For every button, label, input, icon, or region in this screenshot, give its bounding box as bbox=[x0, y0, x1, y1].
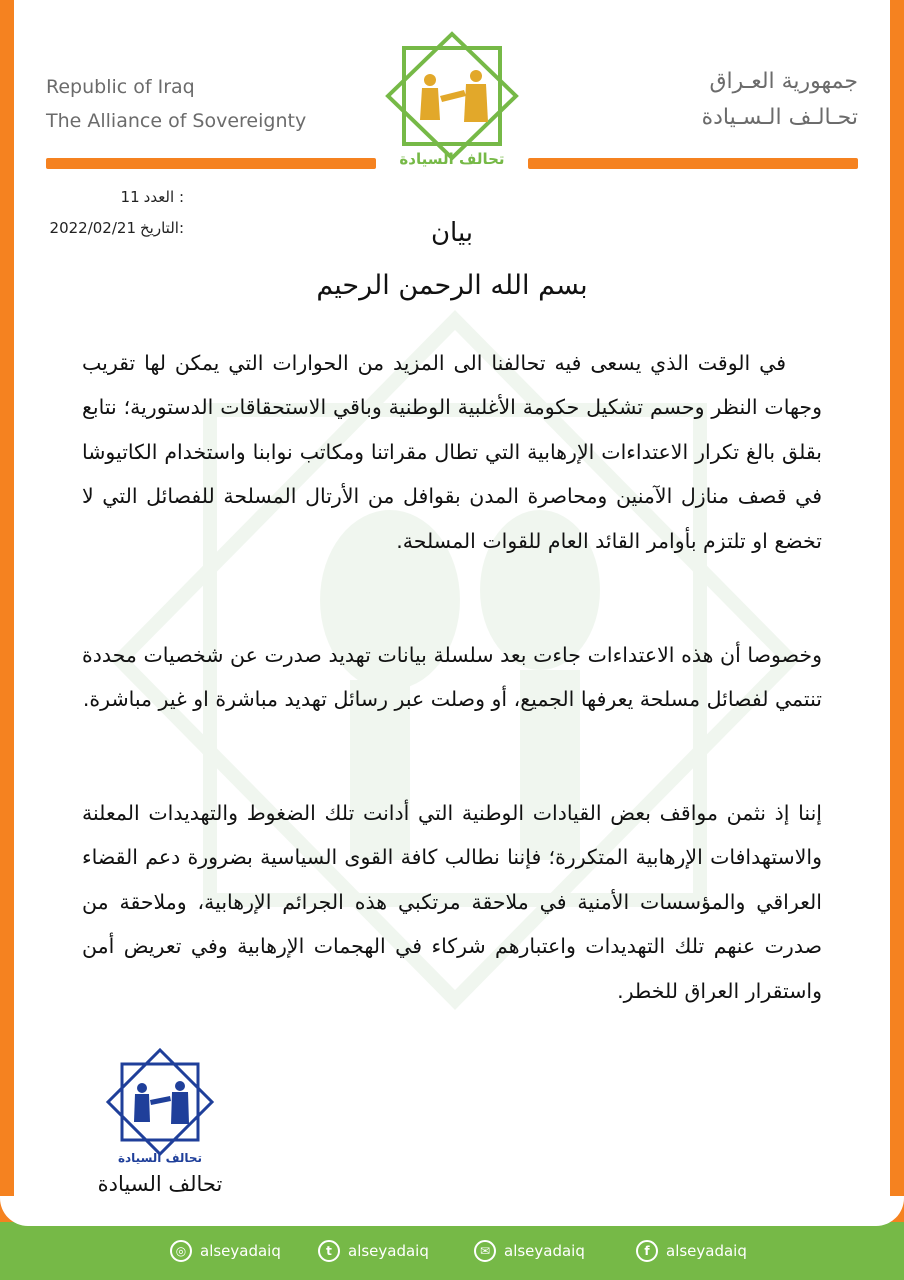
header-country-latin: Republic of Iraq bbox=[46, 76, 195, 98]
statement-paragraph-1: في الوقت الذي يسعى فيه تحالفنا الى المزيد من الحوارات التي يمكن لها تقريب وجهات النظر وحسم تشكيل حكومة الأغلبية الوطنية وباقي الاستحقاقات الدستورية؛ نتابع بقلق بالغ تكرار الاعتداءات الإرهابية التي تطال مقراتنا ومكاتب نوابنا واستخدام الكاتيوشا في قصف منازل الآمنين ومحاصرة المدن بقوافل من الأرتال المسلحة للفصائل التي لا تخضع او تلتزم بأوامر القائد العام للقوات المسلحة. bbox=[82, 350, 822, 553]
basmala-heading: بسم الله الرحمن الرحيم bbox=[316, 270, 588, 301]
signature-logo bbox=[104, 1046, 216, 1166]
social-link-dribbble[interactable] bbox=[170, 1236, 281, 1266]
signature-logo-caption: تحالف السيادة bbox=[117, 1151, 203, 1165]
header-rule-right bbox=[528, 158, 858, 169]
logo-caption: تحالف السيادة bbox=[399, 150, 505, 168]
facebook-icon: f bbox=[636, 1240, 658, 1262]
document-number-label: العدد : bbox=[143, 188, 184, 206]
document-date: 2022/02/21 bbox=[49, 219, 136, 237]
header-latin-block bbox=[46, 70, 306, 138]
signature-name: تحالف السيادة bbox=[97, 1172, 223, 1196]
social-handle: alseyadaiq bbox=[666, 1242, 747, 1260]
document-date-label: التاريخ: bbox=[140, 219, 184, 237]
footer-band bbox=[0, 1222, 904, 1280]
page-bottom-curve bbox=[0, 1196, 904, 1226]
header-rule-left bbox=[46, 158, 376, 169]
alliance-logo bbox=[382, 30, 522, 170]
social-link-email[interactable] bbox=[474, 1236, 585, 1266]
header-alliance-latin: The Alliance of Sovereignty bbox=[46, 110, 307, 132]
social-handle: alseyadaiq bbox=[348, 1242, 429, 1260]
twitter-icon: t bbox=[318, 1240, 340, 1262]
social-handle: alseyadaiq bbox=[200, 1242, 281, 1260]
document-number: 11 bbox=[120, 188, 140, 206]
email-icon: ✉ bbox=[474, 1240, 496, 1262]
social-handle: alseyadaiq bbox=[504, 1242, 585, 1260]
document-title: بيان bbox=[430, 218, 474, 248]
right-orange-band bbox=[890, 0, 904, 1230]
header-arabic-block bbox=[702, 64, 858, 136]
header-alliance-arabic: تحـالـف الـسـيادة bbox=[701, 105, 858, 130]
header-country-arabic: جمهورية العـراق bbox=[709, 69, 858, 94]
left-orange-band bbox=[0, 0, 14, 1230]
meta-number-row bbox=[22, 182, 184, 213]
statement-paragraph-3: إننا إذ نثمن مواقف بعض القيادات الوطنية التي أدانت تلك الضغوط والتهديدات المعلنة والاستهدافات الإرهابية المتكررة؛ فإننا نطالب كافة القوى السياسية بضرورة دعم القضاء العراقي والمؤسسات الأمنية في ملاحقة مرتكبي هذه الجرائم الإرهابية، وملاحقة من صدرت عنهم تلك التهديدات واعتبارهم شركاء في الهجمات الإرهابية وفي تعريض أمن واستقرار العراق للخطر. bbox=[82, 800, 822, 1003]
corner-watermark: IQ NEWS bbox=[779, 1202, 890, 1227]
social-link-twitter[interactable] bbox=[318, 1236, 429, 1266]
social-link-facebook[interactable] bbox=[636, 1236, 747, 1266]
dribbble-icon: ◎ bbox=[170, 1240, 192, 1262]
statement-paragraph-2: وخصوصا أن هذه الاعتداءات جاءت بعد سلسلة بيانات تهديد صدرت عن شخصيات محددة تنتمي لفصائل مسلحة يعرفها الجميع، أو وصلت عبر رسائل تهديد مباشرة او غير مباشرة. bbox=[82, 642, 822, 711]
